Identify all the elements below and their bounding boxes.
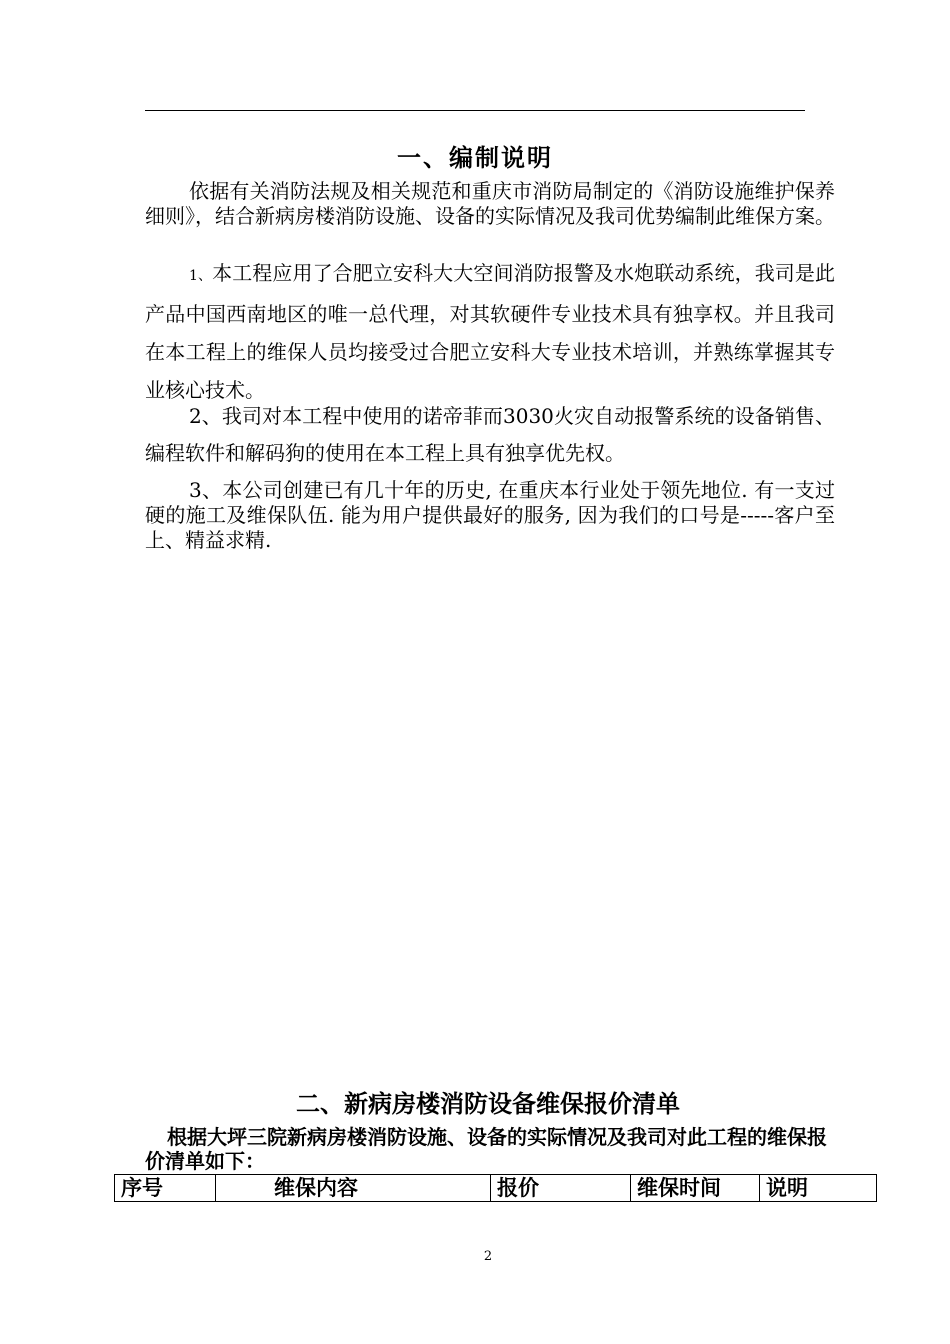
paragraph-2-text: 本工程应用了合肥立安科大大空间消防报警及水炮联动系统，我司是此产品中国西南地区的唯一总代理，对其软硬件专业技术具有独享权。并且我司在本工程上的维保人员均接受过合肥立安科大专业技术培训，并熟练掌握其专业核心技术。 xyxy=(145,261,835,402)
quote-table-header-row xyxy=(115,1175,877,1202)
header-index: 序号 xyxy=(115,1175,216,1202)
section1-paragraph-4: 3、本公司创建已有几十年的历史, 在重庆本行业处于领先地位. 有一支过硬的施工及维保队伍. 能为用户提供最好的服务, 因为我们的口号是-----客户至上、精益求精. xyxy=(145,478,835,552)
section1-paragraph-3: 2、我司对本工程中使用的诺帝菲而3030火灾自动报警系统的设备销售、编程软件和解码狗的使用在本工程上具有独享优先权。 xyxy=(145,404,835,465)
section1-heading: 一、编制说明 xyxy=(397,144,553,172)
section1-paragraph-2 xyxy=(145,254,835,409)
header-time: 维保时间 xyxy=(631,1175,760,1202)
page-number: 2 xyxy=(483,1249,493,1264)
header-price: 报价 xyxy=(491,1175,631,1202)
header-content: 维保内容 xyxy=(216,1175,491,1202)
section2-intro: 根据大坪三院新病房楼消防设施、设备的实际情况及我司对此工程的维保报价清单如下： xyxy=(145,1125,827,1173)
quote-table xyxy=(114,1174,877,1202)
section1-paragraph-1: 依据有关消防法规及相关规范和重庆市消防局制定的《消防设施维护保养细则》，结合新病房楼消防设施、设备的实际情况及我司优势编制此维保方案。 xyxy=(145,179,835,228)
header-note: 说明 xyxy=(760,1175,877,1202)
paragraph-2-number: 1、 xyxy=(189,268,213,284)
section2-heading: 二、新病房楼消防设备维保报价清单 xyxy=(296,1090,680,1118)
header-rule xyxy=(145,110,805,111)
